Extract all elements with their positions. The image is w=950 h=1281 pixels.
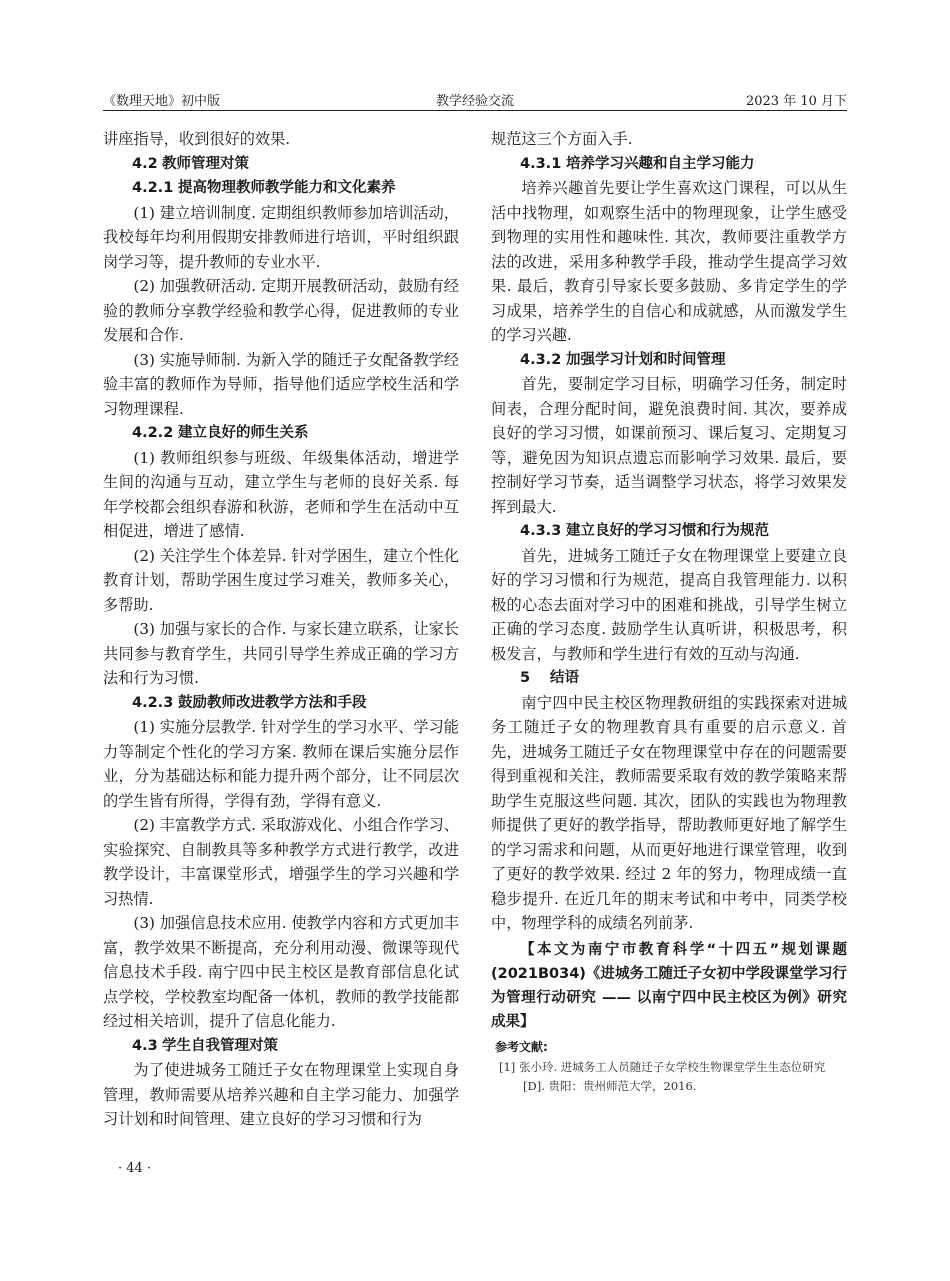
section-heading-4-2-3 xyxy=(103,691,459,716)
left-column xyxy=(103,127,459,1132)
section-title: 加强学习计划和时间管理 xyxy=(566,351,726,368)
section-title: 建立良好的师生关系 xyxy=(178,425,309,441)
section-number: 5 xyxy=(520,670,531,686)
section-heading-4-2-1 xyxy=(103,176,459,201)
section-number: 4.2.3 xyxy=(132,694,174,711)
section-number: 4.2.2 xyxy=(132,425,174,441)
section-name: 教学经验交流 xyxy=(435,94,514,109)
paragraph: 讲座指导，收到很好的效果. xyxy=(103,130,291,148)
paragraph: (1) 实施分层教学. 针对学生的学习水平、学习能力等制定个性化的学习方案. 教师在课后实施分层作业，分为基础达标和能力提升两个部分，让不同层次的学生皆有所得，学得有劲，学得有意义. xyxy=(103,718,459,810)
section-number: 4.3.2 xyxy=(520,351,562,368)
section-heading-4-2 xyxy=(103,152,459,177)
section-heading-4-2-2 xyxy=(103,421,459,446)
funding-note: 【本文为南宁市教育科学“十四五”规划课题(2021B034)《进城务工随迁子女初中学段课堂学习行为管理行动研究 —— 以南宁四中民主校区为例》研究成果】 xyxy=(491,941,847,1030)
page-number: · 44 · xyxy=(118,1161,152,1176)
section-title: 教师管理对策 xyxy=(162,155,249,172)
paragraph: (2) 关注学生个体差异. 针对学困生，建立个性化教育计划，帮助学困生度过学习难关，教师多关心，多帮助. xyxy=(103,546,459,614)
journal-title: 《数理天地》初中版 xyxy=(103,94,221,109)
section-number: 4.3.3 xyxy=(520,523,562,539)
paragraph: (3) 加强信息技术应用. 使教学内容和方式更加丰富，教学效果不断提高，充分利用动漫、微课等现代信息技术手段. 南宁四中民主校区是教育部信息化试点学校，学校教室均配备一体机，教师的教学技能都经过相关培训，提升了信息化能力. xyxy=(103,914,459,1030)
section-number: 4.3.1 xyxy=(520,155,562,172)
reference-item: [1] 张小玲. 进城务工人员随迁子女学校生物课堂学生生态位研究[D]. 贵阳：贵州师范大学，2016. xyxy=(499,1059,826,1093)
issue-date: 2023 年 10 月下 xyxy=(745,94,847,109)
paragraph: 首先，要制定学习目标，明确学习任务，制定时间表，合理分配时间，避免浪费时间. 其次，要养成良好的学习习惯，如课前预习、课后复习、定期复习等，避免因为知识点遗忘而影响学习效果. 最后，要控制好学习节奏，适当调整学习状态，将学习效果发挥到最大. xyxy=(491,375,847,516)
right-column xyxy=(491,127,847,1096)
section-number: 4.2 xyxy=(132,155,158,172)
running-header xyxy=(103,88,847,111)
paragraph: 为了使进城务工随迁子女在物理课堂上实现自身管理，教师需要从培养兴趣和自主学习能力、加强学习计划和时间管理、建立良好的学习习惯和行为 xyxy=(103,1061,459,1128)
section-title: 结语 xyxy=(550,670,579,686)
section-title: 建立良好的学习习惯和行为规范 xyxy=(566,523,769,539)
section-heading-4-3-3 xyxy=(491,519,847,544)
paragraph: 首先，进城务工随迁子女在物理课堂上要建立良好的学习习惯和行为规范，提高自我管理能力. 以积极的心态去面对学习中的困难和挑战，引导学生树立正确的学习态度. 鼓励学生认真听讲，积极思考，积极发言，与教师和学生进行有效的互动与沟通. xyxy=(491,546,847,663)
section-title: 学生自我管理对策 xyxy=(162,1037,278,1054)
section-title: 鼓励教师改进教学方法和手段 xyxy=(178,694,367,711)
paragraph: 南宁四中民主校区物理教研组的实践探索对进城务工随迁子女的物理教育具有重要的启示意义. 首先，进城务工随迁子女在物理课堂中存在的问题需要得到重视和关注，教师需要采取有效的教学策略来帮助学生克服这些问题. 其次，团队的实践也为物理教师提供了更好的教学指导，帮助教师更好地了解学生的学习需求和问题，从而更好地进行课堂管理，收到了更好的教学效果. 经过 2 年的努力，物理成绩一直稳步提升. 在近几年的期末考试和中考中，同类学校中，物理学科的成绩名列前茅. xyxy=(491,693,847,932)
section-title: 培养学习兴趣和自主学习能力 xyxy=(566,155,755,172)
paragraph: (2) 丰富教学方式. 采取游戏化、小组合作学习、实验探究、自制教具等多种教学方式进行教学，改进教学设计，丰富课堂形式，增强学生的学习兴趣和学习热情. xyxy=(103,816,459,908)
paragraph: (3) 加强与家长的合作. 与家长建立联系，让家长共同参与教育学生，共同引导学生养成正确的学习方法和行为习惯. xyxy=(103,620,459,687)
paragraph: (2) 加强教研活动. 定期开展教研活动，鼓励有经验的教师分享教学经验和教学心得，促进教师的专业发展和合作. xyxy=(103,277,459,344)
paragraph: (3) 实施导师制. 为新入学的随迁子女配备教学经验丰富的教师作为导师，指导他们适应学校生活和学习物理课程. xyxy=(103,350,459,418)
paragraph: (1) 教师组织参与班级、年级集体活动，增进学生间的沟通与互动，建立学生与老师的良好关系. 每年学校都会组织春游和秋游，老师和学生在活动中互相促进，增进了感情. xyxy=(103,448,459,540)
paragraph: 规范这三个方面入手. xyxy=(491,130,633,148)
paragraph: (1) 建立培训制度. 定期组织教师参加培训活动，我校每年均利用假期安排教师进行培训，平时组织跟岗学习等，提升教师的专业水平. xyxy=(103,203,459,271)
section-heading-5 xyxy=(491,666,847,691)
section-heading-4-3-1 xyxy=(491,152,847,177)
section-heading-4-3-2 xyxy=(491,348,847,373)
section-heading-4-3 xyxy=(103,1034,459,1059)
references-heading: 参考文献: xyxy=(495,1039,548,1054)
section-number: 4.2.1 xyxy=(132,180,174,196)
paragraph: 培养兴趣首先要让学生喜欢这门课程，可以从生活中找物理，如观察生活中的物理现象，让学生感受到物理的实用性和趣味性. 其次，教师要注重教学方法的改进，采用多种教学手段，推动学生提高学习效果. 最后，教育引导家长要多鼓励、多肯定学生的学习成果，培养学生的自信心和成就感，从而激发学生的学习兴趣. xyxy=(491,179,847,344)
section-number: 4.3 xyxy=(132,1037,158,1054)
section-title: 提高物理教师教学能力和文化素养 xyxy=(178,180,396,196)
